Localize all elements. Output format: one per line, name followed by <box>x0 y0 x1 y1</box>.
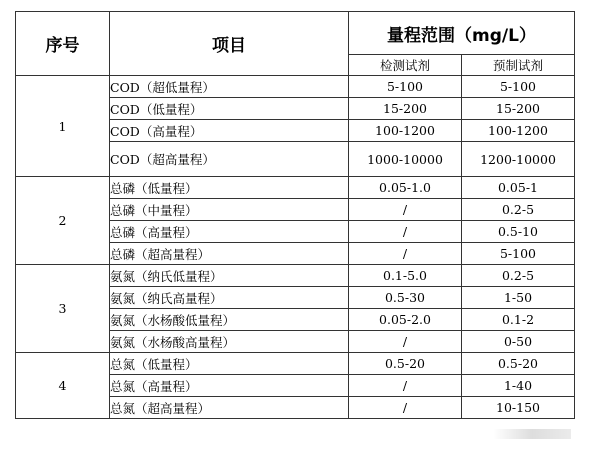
detect-range-cell: 0.1-5.0 <box>349 265 462 287</box>
detect-range-cell: / <box>349 331 462 353</box>
prefab-range-cell: 0-50 <box>462 331 575 353</box>
detect-range-cell: 5-100 <box>349 76 462 98</box>
prefab-range-cell: 1200-10000 <box>462 142 575 177</box>
item-cell: 总磷（中量程） <box>110 199 349 221</box>
table-row <box>16 177 575 199</box>
subheader-prefab: 预制试剂 <box>462 55 575 76</box>
item-cell: 总氮（超高量程） <box>110 397 349 419</box>
detect-range-cell: 100-1200 <box>349 120 462 142</box>
seq-cell: 3 <box>16 265 110 353</box>
detect-range-cell: 1000-10000 <box>349 142 462 177</box>
detect-range-cell: 0.05-2.0 <box>349 309 462 331</box>
seq-cell: 4 <box>16 353 110 419</box>
measurement-range-table <box>15 11 575 419</box>
item-cell: COD（低量程） <box>110 98 349 120</box>
header-item: 项目 <box>110 12 349 76</box>
prefab-range-cell: 10-150 <box>462 397 575 419</box>
prefab-range-cell: 0.5-10 <box>462 221 575 243</box>
prefab-range-cell: 0.1-2 <box>462 309 575 331</box>
header-seq: 序号 <box>16 12 110 76</box>
subheader-detect: 检测试剂 <box>349 55 462 76</box>
detect-range-cell: / <box>349 243 462 265</box>
prefab-range-cell: 15-200 <box>462 98 575 120</box>
item-cell: 氨氮（水杨酸高量程） <box>110 331 349 353</box>
item-cell: 总磷（高量程） <box>110 221 349 243</box>
table-row <box>16 265 575 287</box>
watermark <box>493 429 571 439</box>
header-range: 量程范围（mg/L） <box>349 12 575 55</box>
detect-range-cell: / <box>349 375 462 397</box>
detect-range-cell: / <box>349 221 462 243</box>
item-cell: COD（超低量程） <box>110 76 349 98</box>
item-cell: 氨氮（纳氏低量程） <box>110 265 349 287</box>
item-cell: 氨氮（水杨酸低量程） <box>110 309 349 331</box>
detect-range-cell: 15-200 <box>349 98 462 120</box>
prefab-range-cell: 5-100 <box>462 243 575 265</box>
detect-range-cell: / <box>349 397 462 419</box>
item-cell: 总磷（低量程） <box>110 177 349 199</box>
prefab-range-cell: 0.05-1 <box>462 177 575 199</box>
detect-range-cell: 0.05-1.0 <box>349 177 462 199</box>
item-cell: COD（超高量程） <box>110 142 349 177</box>
item-cell: 总磷（超高量程） <box>110 243 349 265</box>
prefab-range-cell: 0.2-5 <box>462 199 575 221</box>
table-row <box>16 353 575 375</box>
detect-range-cell: 0.5-20 <box>349 353 462 375</box>
item-cell: 总氮（低量程） <box>110 353 349 375</box>
prefab-range-cell: 0.5-20 <box>462 353 575 375</box>
table-row <box>16 76 575 98</box>
seq-cell: 1 <box>16 76 110 177</box>
prefab-range-cell: 100-1200 <box>462 120 575 142</box>
detect-range-cell: / <box>349 199 462 221</box>
item-cell: COD（高量程） <box>110 120 349 142</box>
seq-cell: 2 <box>16 177 110 265</box>
item-cell: 氨氮（纳氏高量程） <box>110 287 349 309</box>
prefab-range-cell: 5-100 <box>462 76 575 98</box>
prefab-range-cell: 1-40 <box>462 375 575 397</box>
item-cell: 总氮（高量程） <box>110 375 349 397</box>
prefab-range-cell: 1-50 <box>462 287 575 309</box>
table-body <box>16 76 575 419</box>
prefab-range-cell: 0.2-5 <box>462 265 575 287</box>
detect-range-cell: 0.5-30 <box>349 287 462 309</box>
